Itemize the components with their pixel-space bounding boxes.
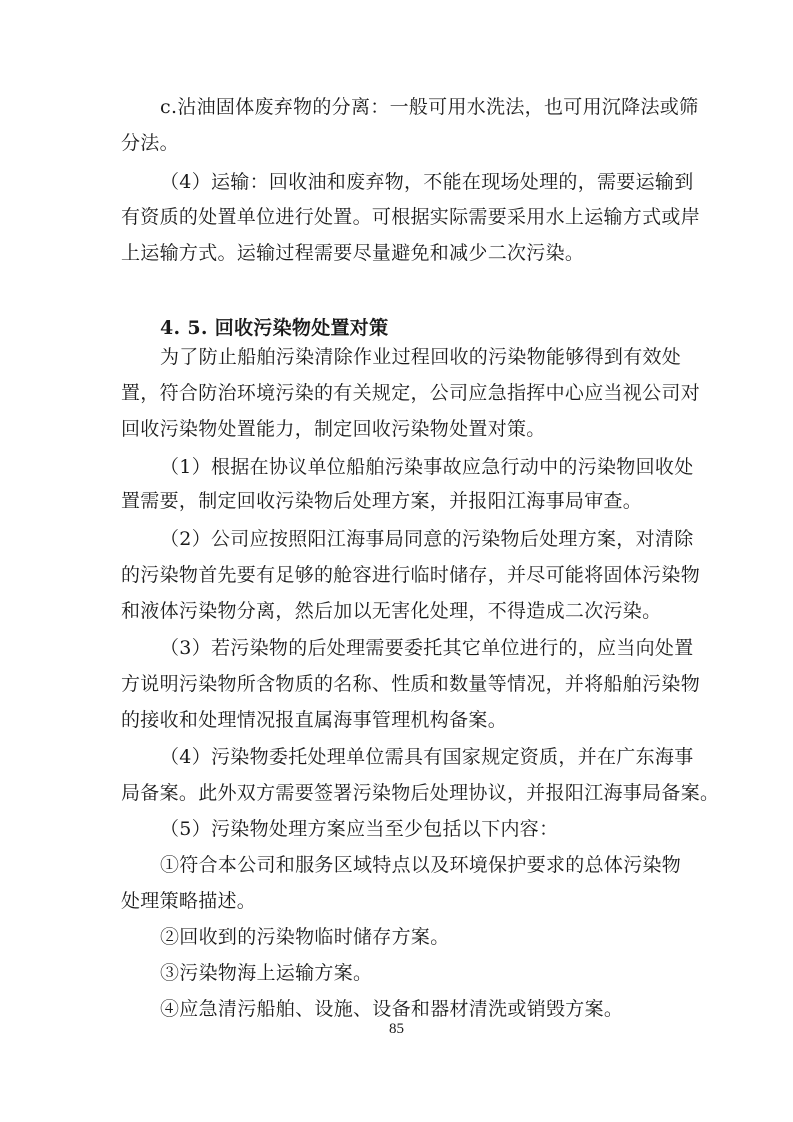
paragraph-line: （5）污染物处理方案应当至少包括以下内容： bbox=[160, 818, 559, 840]
paragraph-line: c.沾油固体废弃物的分离：一般可用水洗法，也可用沉降法或筛 bbox=[160, 96, 699, 118]
paragraph-line: 分法。 bbox=[121, 132, 179, 154]
paragraph-line: 置，符合防治环境污染的有关规定，公司应急指挥中心应当视公司对 bbox=[121, 382, 701, 404]
list-item: ②回收到的污染物临时储存方案。 bbox=[160, 926, 450, 948]
paragraph-line: 为了防止船舶污染清除作业过程回收的污染物能够得到有效处 bbox=[160, 346, 682, 368]
paragraph-line: 的污染物首先要有足够的舱容进行临时储存，并尽可能将固体污染物 bbox=[121, 564, 701, 586]
paragraph-line: 局备案。此外双方需要签署污染物后处理协议，并报阳江海事局备案。 bbox=[121, 782, 720, 804]
paragraph-line: （4）污染物委托处理单位需具有国家规定资质，并在广东海事 bbox=[160, 746, 694, 768]
paragraph-line: 上运输方式。运输过程需要尽量避免和减少二次污染。 bbox=[121, 242, 585, 264]
list-item: ④应急清污船舶、设施、设备和器材清洗或销毁方案。 bbox=[160, 998, 624, 1020]
paragraph-line: 有资质的处置单位进行处置。可根据实际需要采用水上运输方式或岸 bbox=[121, 206, 701, 228]
list-item: ①符合本公司和服务区域特点以及环境保护要求的总体污染物 bbox=[160, 854, 682, 876]
list-item: ③污染物海上运输方案。 bbox=[160, 962, 373, 984]
paragraph-line: 的接收和处理情况报直属海事管理机构备案。 bbox=[121, 709, 508, 731]
section-heading: 4. 5. 回收污染物处置对策 bbox=[160, 317, 389, 339]
paragraph-line: （4）运输：回收油和废弃物，不能在现场处理的，需要运输到 bbox=[160, 171, 694, 193]
paragraph-line: 回收污染物处置能力，制定回收污染物处置对策。 bbox=[121, 418, 546, 440]
paragraph-line: 置需要，制定回收污染物后处理方案，并报阳江海事局审查。 bbox=[121, 490, 643, 512]
paragraph-line: （1）根据在协议单位船舶污染事故应急行动中的污染物回收处 bbox=[160, 456, 694, 478]
paragraph-line: 处理策略描述。 bbox=[121, 890, 257, 912]
page-number: 85 bbox=[389, 1021, 404, 1037]
paragraph-line: （2）公司应按照阳江海事局同意的污染物后处理方案，对清除 bbox=[160, 528, 694, 550]
paragraph-line: （3）若污染物的后处理需要委托其它单位进行的，应当向处置 bbox=[160, 637, 694, 659]
paragraph-line: 方说明污染物所含物质的名称、性质和数量等情况，并将船舶污染物 bbox=[121, 673, 701, 695]
paragraph-line: 和液体污染物分离，然后加以无害化处理，不得造成二次污染。 bbox=[121, 600, 662, 622]
